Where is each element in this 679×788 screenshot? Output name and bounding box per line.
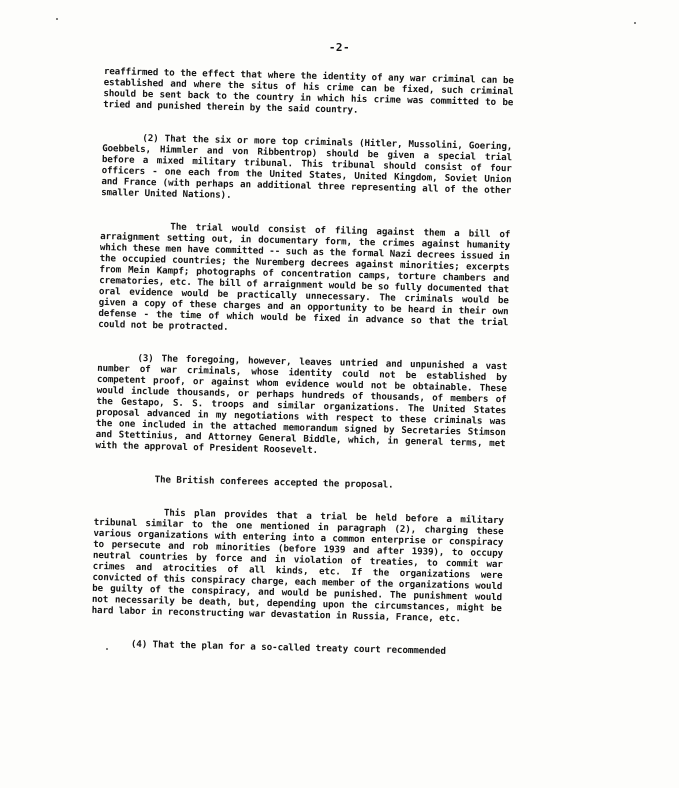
page-number: -2- (328, 41, 351, 54)
document-body (90, 66, 514, 680)
scan-speck (634, 22, 636, 24)
scan-speck (56, 18, 58, 20)
paragraph-item-3: (3) The foregoing, however, leaves untried and unpunished a vast number of war criminals, whose identity could not be established by competent proof, or against whom evidence would not be obtainable. These would include thousands, or perhaps hundreds of thousands, of members of the Gestapo, S. S. troops and similar organizations. The United States proposal advanced in my negotiations with respect to these criminals was the one included in the attached memorandum signed by Secretaries Stimson and Stettinius, and Attorney General Biddle, which, in general terms, met with the approval of President Roosevelt. (95, 352, 508, 456)
scan-speck (106, 648, 108, 650)
paragraph-item-4: (4) That the plan for a so-called treaty court recommended (130, 638, 446, 657)
paragraph-continuation: reaffirmed to the effect that where the identity of any war criminal can be established and where the situs of his crime can be fixed, such criminal should be sent back to the country in which his crime was committed to be tried and punished therein by the said country. (103, 66, 514, 116)
paragraph-british-conferees: The British conferees accepted the proposal. (154, 474, 394, 491)
paragraph-trial-description: The trial would consist of filing against them a bill of arraignment setting out, in documentary form, the crimes against humanity which these men have committed -- such as the formal Nazi decrees issued in the occupied countries; the Nuremberg decrees against minorities; excerpts from Mein Kampf; photographs of concentration camps, torture chambers and crematories, etc. The bill of arraignment would be so fully documented that oral evidence would be practically unnecessary. The criminals would be given a copy of these charges and an opportunity to be heard in their own defense - the time of which would be fixed in advance so that the trial could not be protracted. (98, 221, 511, 333)
paragraph-plan-description: This plan provides that a trial be held before a military tribunal similar to the one mentioned in paragraph (2), charging these various organizations with entering into a common enterprise or conspiracy to persecute and rob minorities (before 1939 and after 1939), to occupy neutral countries by force and in violation of treaties, to commit war crimes and atrocities of all kinds, etc. If the organizations were convicted of this conspiracy charge, each member of the organizations would be guilty of the conspiracy, and would be punished. The punishment would not necessarily be death, but, depending upon the circumstances, might be hard labor in reconstructing war devastation in Russia, France, etc. (91, 507, 504, 625)
paragraph-item-2: (2) That the six or more top criminals (Hitler, Mussolini, Goering, Goebbels, Himmler and von Ribbentrop) should be given a special trial before a mixed military tribunal. This tribunal should consist of four officers - one each from the United States, United Kingdom, Soviet Union and France (with perhaps an additional three representing all of the other smaller United Nations). (101, 132, 513, 201)
